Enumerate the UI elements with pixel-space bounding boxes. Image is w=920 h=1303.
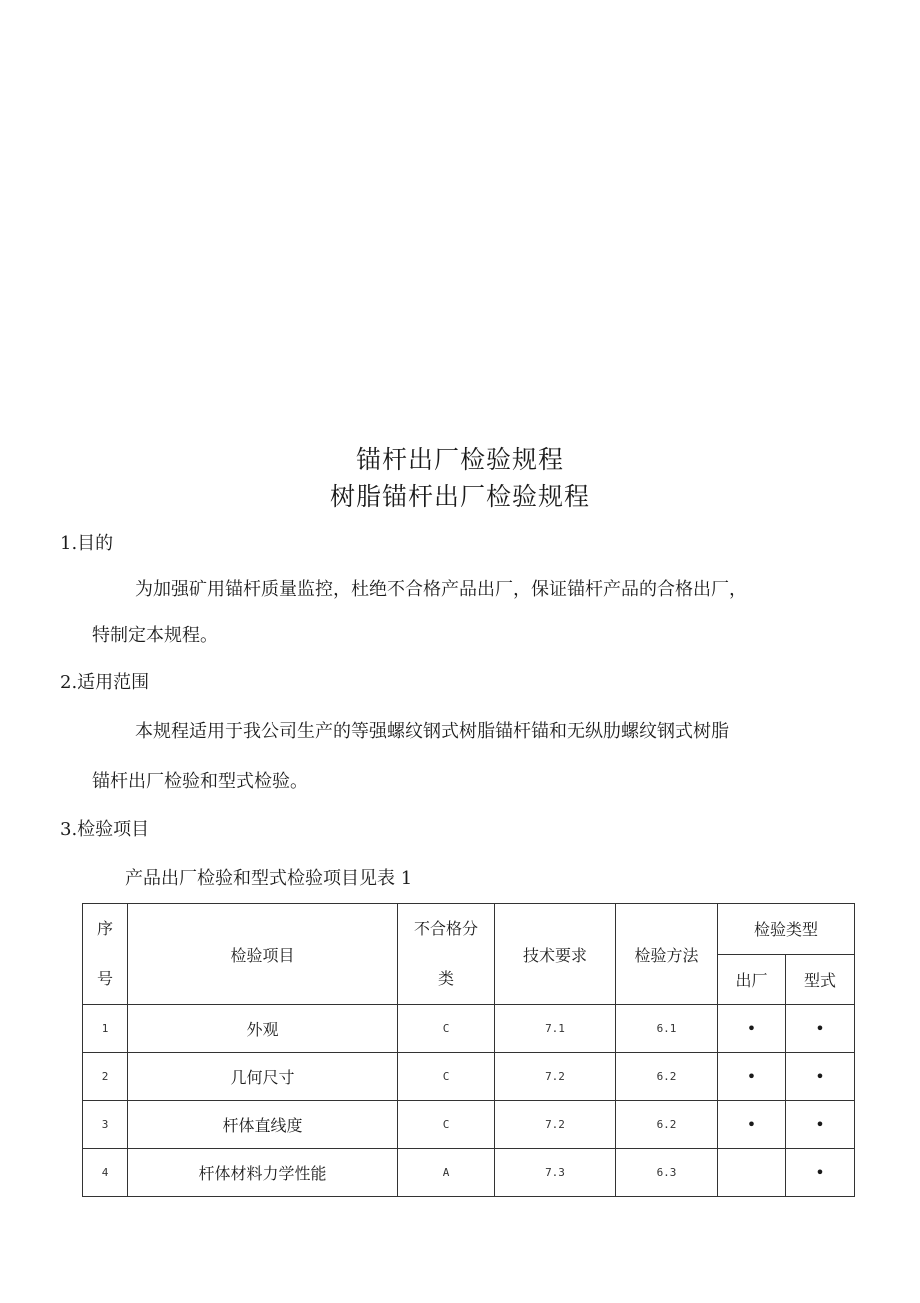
header-class	[398, 904, 495, 1005]
table-row	[83, 1101, 855, 1149]
cell-no: 2	[83, 1053, 128, 1101]
section-heading-items: 3.检验项目	[60, 819, 150, 840]
table-caption: 产品出厂检验和型式检验项目见表 1	[125, 868, 413, 889]
cell-no: 1	[83, 1005, 128, 1053]
header-tech: 技术要求	[495, 904, 616, 1005]
purpose-paragraph-line-1: 为加强矿用锚杆质量监控，杜绝不合格产品出厂，保证锚杆产品的合格出厂，	[135, 579, 747, 600]
header-type-factory: 出厂	[718, 954, 786, 1005]
cell-factory: •	[718, 1101, 786, 1149]
scope-paragraph-line-2: 锚杆出厂检验和型式检验。	[92, 771, 308, 792]
cell-method: 6.2	[616, 1053, 718, 1101]
cell-class: C	[398, 1005, 495, 1053]
cell-type: •	[786, 1053, 855, 1101]
inspection-items-table	[82, 903, 855, 1197]
header-type-group: 检验类型	[718, 904, 855, 955]
table-row	[83, 1053, 855, 1101]
section-heading-scope: 2.适用范围	[60, 672, 150, 693]
cell-no: 4	[83, 1149, 128, 1197]
cell-tech: 7.2	[495, 1053, 616, 1101]
header-seq-bottom: 号	[96, 969, 113, 988]
cell-class: C	[398, 1053, 495, 1101]
header-seq	[83, 904, 128, 1005]
cell-tech: 7.1	[495, 1005, 616, 1053]
cell-type: •	[786, 1005, 855, 1053]
cell-type: •	[786, 1149, 855, 1197]
cell-item: 外观	[128, 1005, 398, 1053]
cell-tech: 7.2	[495, 1101, 616, 1149]
cell-factory: •	[718, 1005, 786, 1053]
scope-paragraph-line-1: 本规程适用于我公司生产的等强螺纹钢式树脂锚杆锚和无纵肋螺纹钢式树脂	[135, 721, 729, 742]
cell-method: 6.1	[616, 1005, 718, 1053]
purpose-paragraph-line-2: 特制定本规程。	[92, 625, 218, 646]
header-class-top: 不合格分	[413, 919, 478, 938]
cell-class: A	[398, 1149, 495, 1197]
cell-class: C	[398, 1101, 495, 1149]
header-method: 检验方法	[616, 904, 718, 1005]
cell-factory: •	[718, 1053, 786, 1101]
cell-item: 杆体直线度	[128, 1101, 398, 1149]
header-item: 检验项目	[128, 904, 398, 1005]
table-row	[83, 1005, 855, 1053]
cell-item: 几何尺寸	[128, 1053, 398, 1101]
cell-tech: 7.3	[495, 1149, 616, 1197]
document-subtitle: 树脂锚杆出厂检验规程	[329, 482, 590, 511]
cell-factory	[718, 1149, 786, 1197]
cell-item: 杆体材料力学性能	[128, 1149, 398, 1197]
table-row	[83, 1149, 855, 1197]
header-seq-top: 序	[96, 919, 113, 938]
cell-method: 6.3	[616, 1149, 718, 1197]
cell-method: 6.2	[616, 1101, 718, 1149]
cell-no: 3	[83, 1101, 128, 1149]
header-type-type: 型式	[786, 954, 855, 1005]
document-title: 锚杆出厂检验规程	[355, 445, 564, 474]
header-class-bottom: 类	[437, 969, 454, 988]
cell-type: •	[786, 1101, 855, 1149]
section-heading-purpose: 1.目的	[60, 533, 114, 554]
